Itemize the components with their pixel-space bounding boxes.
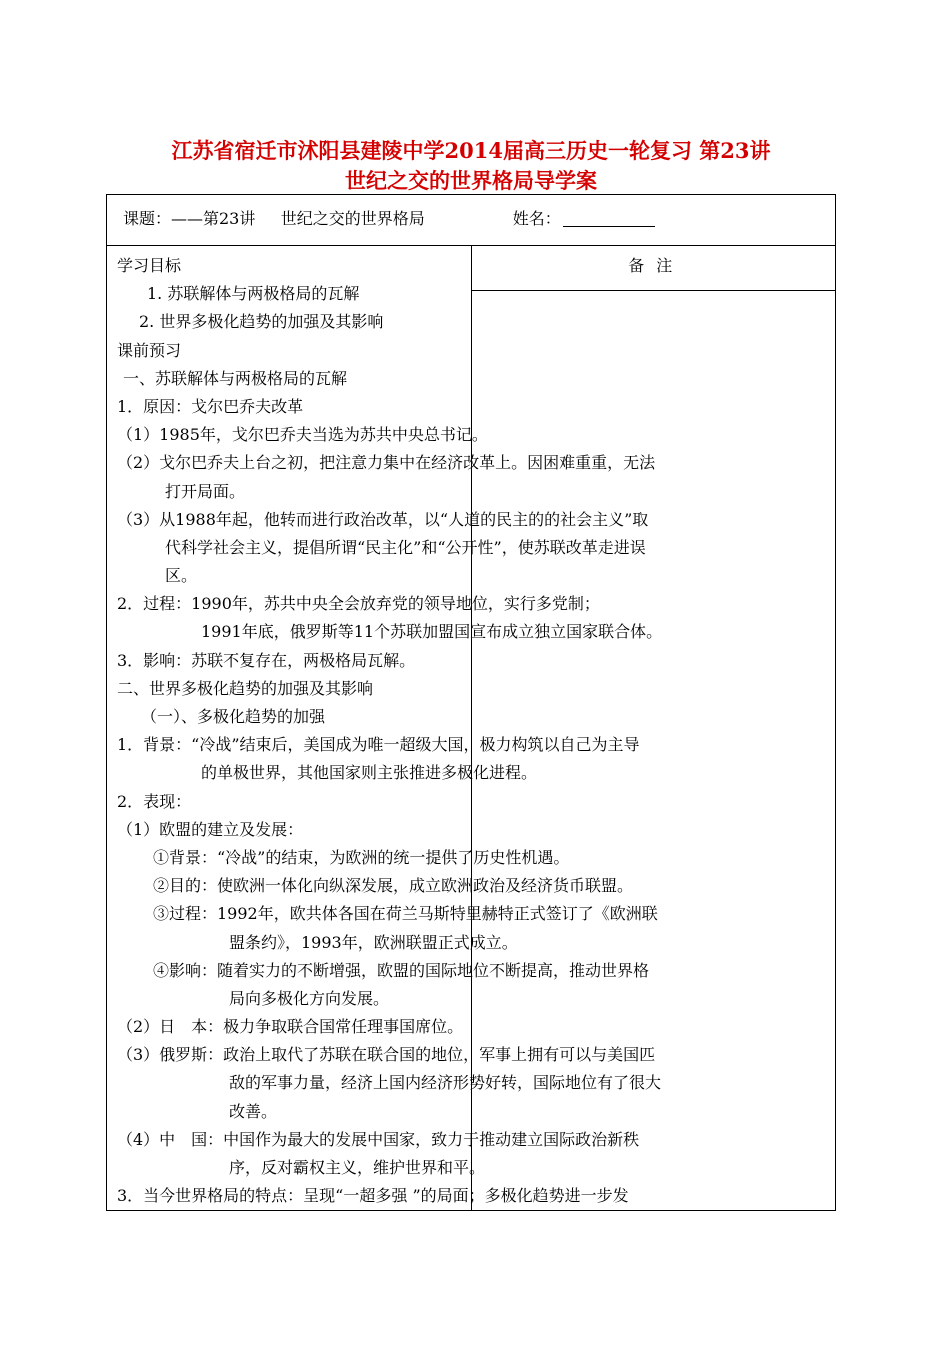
content-line: 课前预习 (117, 340, 182, 360)
content-line: （2）戈尔巴乔夫上台之初，把注意力集中在经济改革上。因困难重重，无法 (117, 453, 656, 473)
content-line: （3）俄罗斯：政治上取代了苏联在联合国的地位，军事上拥有可以与美国匹 (117, 1045, 656, 1065)
document-title-line-1: 江苏省宿迁市沭阳县建陵中学2014届高三历史一轮复习 第23讲 (171, 138, 771, 163)
content-line: 2．表现： (117, 791, 192, 811)
content-line: ④影响：随着实力的不断增强，欧盟的国际地位不断提高，推动世界格 (153, 960, 650, 980)
content-line: 1．背景：“冷战”结束后，美国成为唯一超级大国，极力构筑以自己为主导 (117, 735, 640, 755)
name-blank-field[interactable] (563, 208, 655, 227)
content-line: 敌的军事力量，经济上国内经济形势好转，国际地位有了很大 (229, 1073, 662, 1093)
notes-column (471, 246, 836, 1211)
content-line: 盟条约》，1993年，欧洲联盟正式成立。 (229, 932, 518, 952)
content-line: 二、世界多极化趋势的加强及其影响 (117, 678, 374, 698)
content-line: （3）从1988年起，他转而进行政治改革，以“人道的民主的的社会主义”取 (117, 509, 649, 529)
notes-header: 备注 (472, 246, 836, 291)
content-line: 区。 (165, 566, 198, 586)
header-row (107, 195, 836, 246)
content-line: （1）1985年，戈尔巴乔夫当选为苏共中央总书记。 (117, 425, 488, 445)
content-line: 一、苏联解体与两极格局的瓦解 (123, 368, 348, 388)
document-title-line-2: 世纪之交的世界格局导学案 (345, 168, 597, 193)
worksheet-table (106, 194, 836, 1211)
document-title (106, 136, 836, 196)
content-line: ①背景：“冷战”的结束，为欧洲的统一提供了历史性机遇。 (153, 847, 570, 867)
content-line: 3．影响：苏联不复存在，两极格局瓦解。 (117, 650, 416, 670)
topic-label: 课题：——第23讲 世纪之交的世界格局 (123, 208, 425, 228)
content-line: 1．原因：戈尔巴乔夫改革 (117, 396, 304, 416)
content-line: 局向多极化方向发展。 (229, 988, 390, 1008)
content-line: 学习目标 (117, 256, 182, 275)
content-line: ③过程：1992年，欧共体各国在荷兰马斯特里赫特正式签订了《欧洲联 (153, 904, 658, 924)
content-line: （4）中 国：中国作为最大的发展中国家，致力于推动建立国际政治新秩 (117, 1129, 640, 1149)
content-line: 1991年底，俄罗斯等11个苏联加盟国宣布成立独立国家联合体。 (201, 622, 663, 642)
name-label: 姓名： (512, 208, 561, 228)
content-line: 2．过程：1990年，苏共中央全会放弃党的领导地位，实行多党制； (117, 594, 600, 614)
content-line: ②目的：使欧洲一体化向纵深发展，成立欧洲政治及经济货币联盟。 (153, 876, 634, 896)
content-line: （2）日 本：极力争取联合国常任理事国席位。 (117, 1017, 464, 1037)
content-line: 代科学社会主义，提倡所谓“民主化”和“公开性”，使苏联改革走进误 (165, 537, 646, 557)
content-line: （1）欧盟的建立及发展： (117, 819, 304, 839)
content-line: 2. 世界多极化趋势的加强及其影响 (139, 312, 384, 332)
content-line: （一）、多极化趋势的加强 (141, 707, 326, 726)
content-line: 1. 苏联解体与两极格局的瓦解 (147, 284, 360, 304)
content-line: 3．当今世界格局的特点：呈现“一超多强 ”的局面；多极化趋势进一步发 (117, 1186, 629, 1206)
content-line: 打开局面。 (165, 481, 246, 501)
content-line: 序，反对霸权主义，维护世界和平。 (229, 1158, 486, 1177)
content-line: 的单极世界，其他国家则主张推进多极化进程。 (201, 763, 538, 783)
content-line: 改善。 (229, 1101, 278, 1121)
